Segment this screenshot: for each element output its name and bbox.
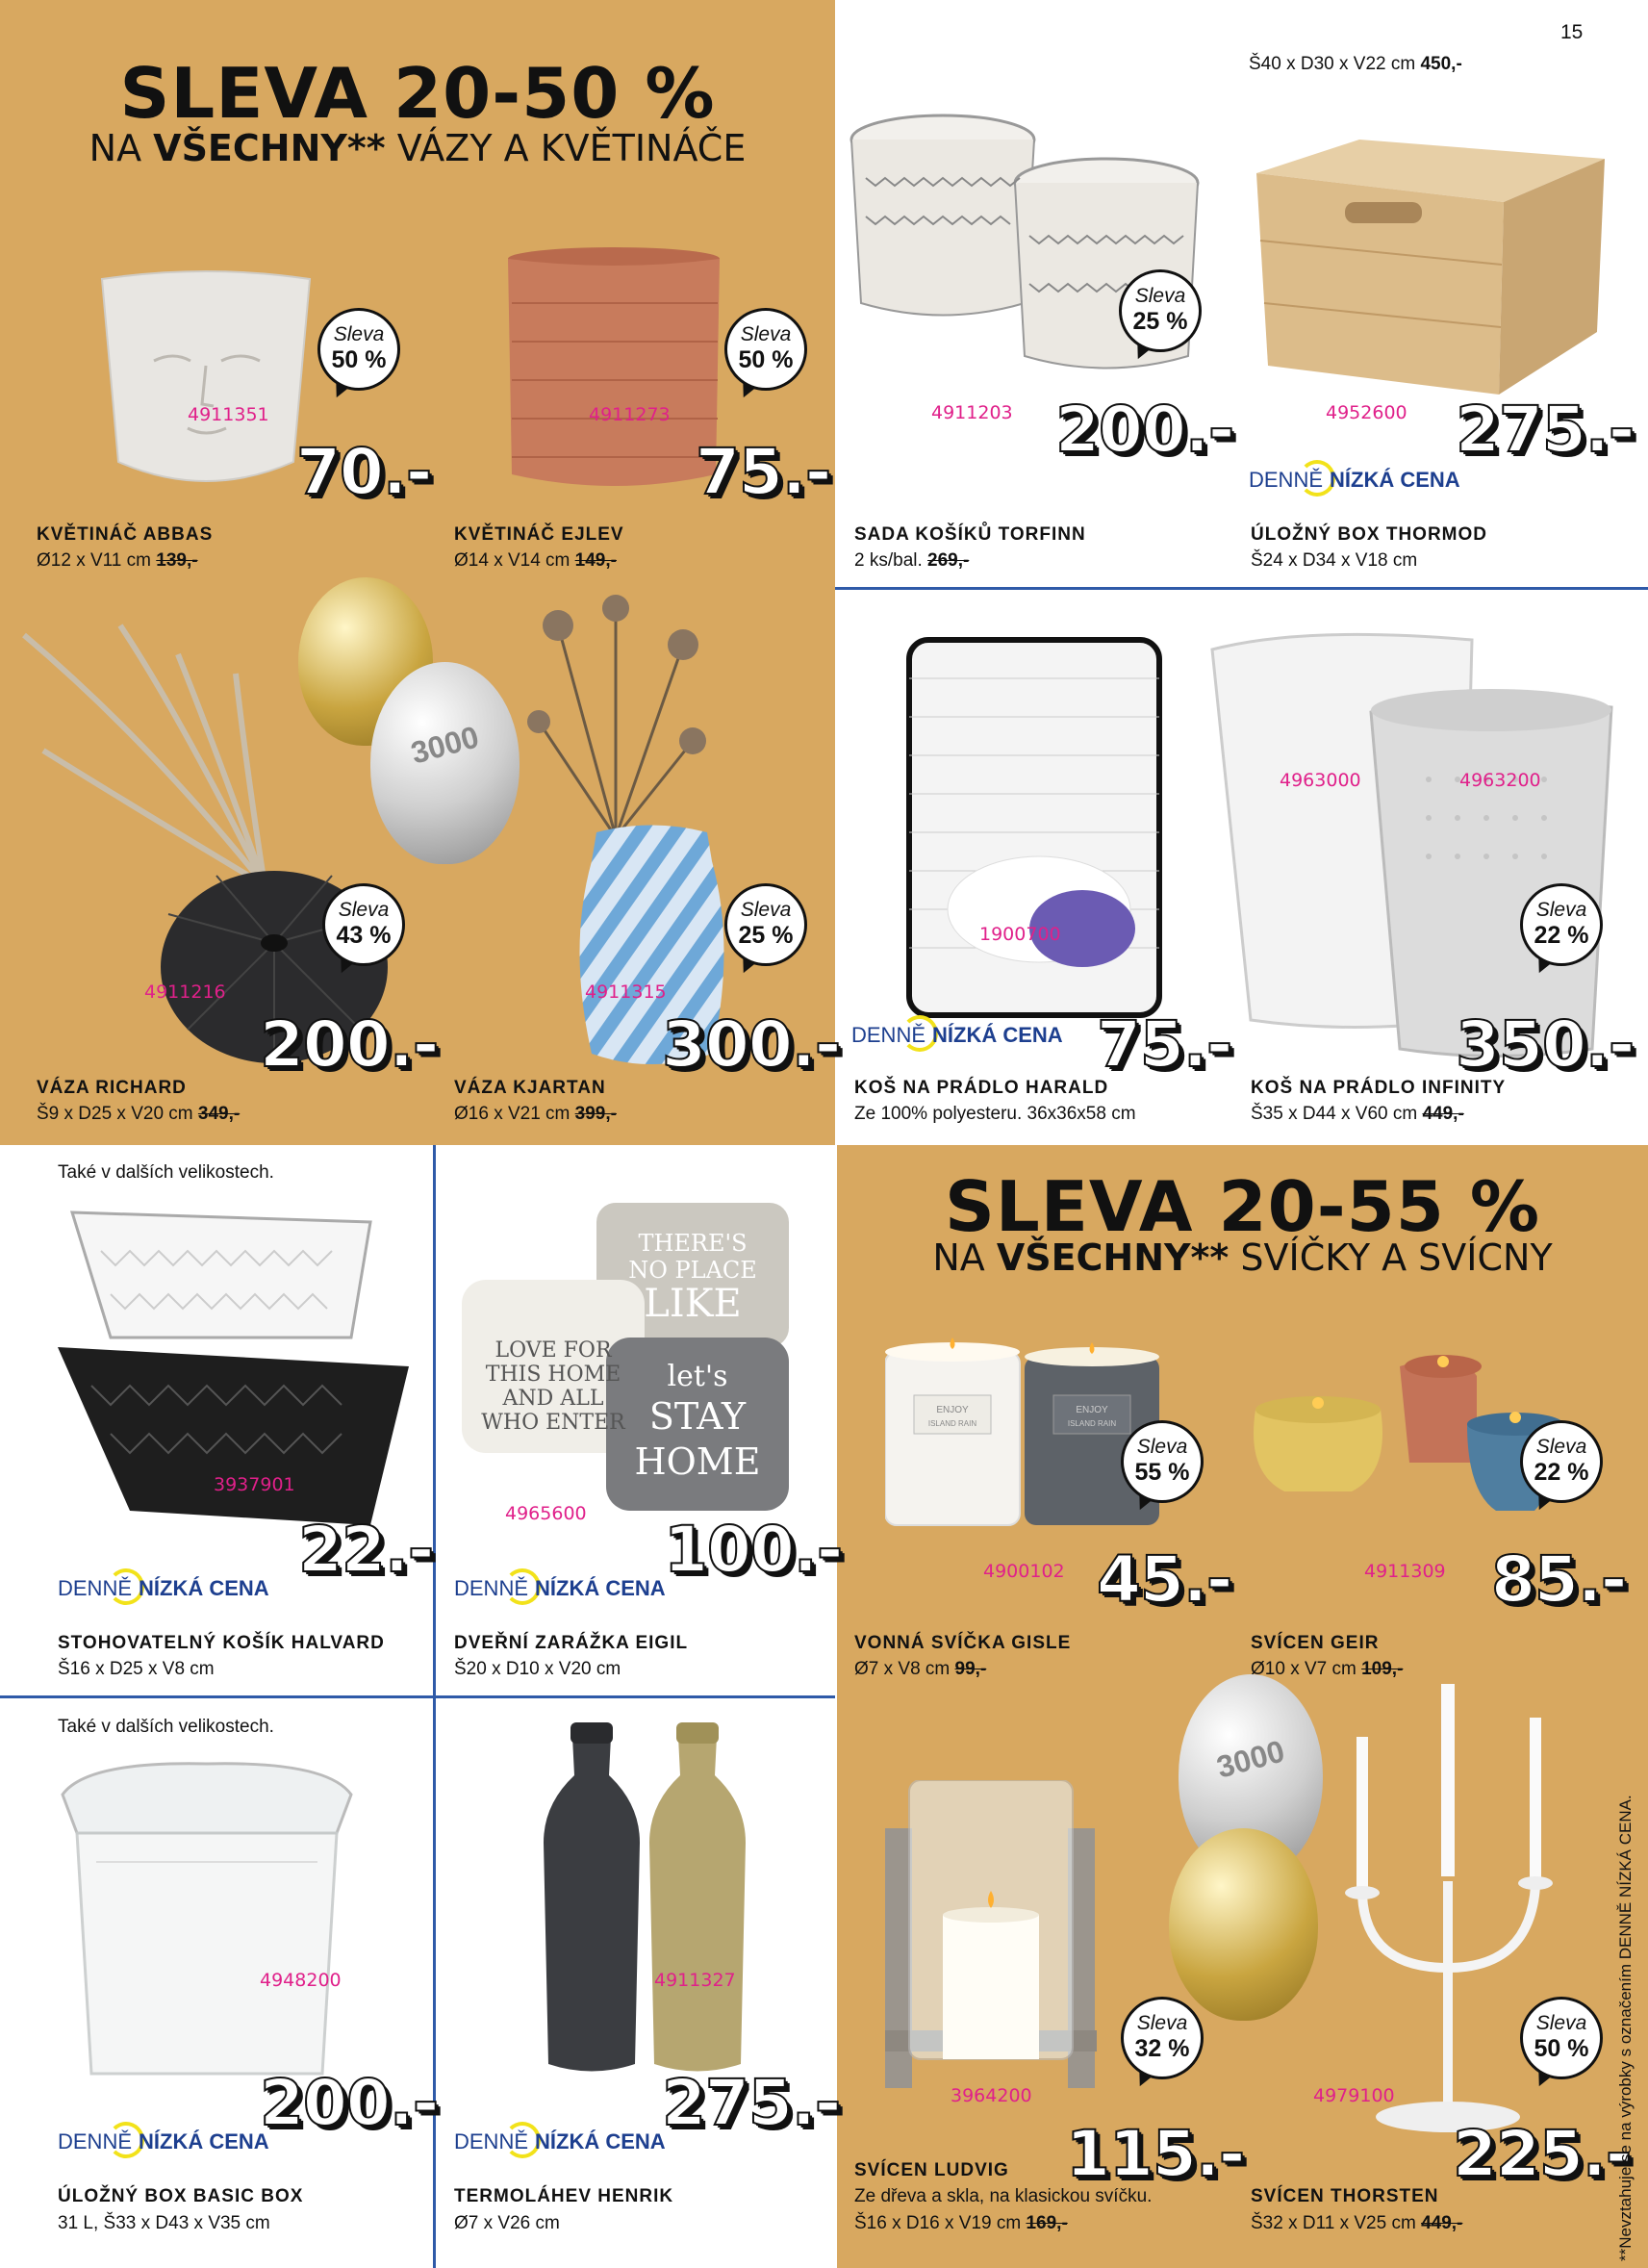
product-name: KOŠ NA PRÁDLO INFINITY <box>1251 1078 1507 1098</box>
storage-box-thormod-image <box>1249 135 1610 399</box>
product-desc: Š9 x D25 x V20 cm 349,- <box>37 1104 241 1124</box>
price: 75.- <box>696 435 831 509</box>
product-desc: Ø14 x V14 cm 149,- <box>454 550 617 571</box>
svg-text:ISLAND RAIN: ISLAND RAIN <box>927 1419 977 1428</box>
product-name: VÁZA KJARTAN <box>454 1078 606 1098</box>
top-size-note: Š40 x D30 x V22 cm 450,- <box>1249 54 1462 74</box>
daily-low-price-logo: DENNĚ NÍZKÁ CENA <box>851 1015 1034 1054</box>
storage-box-basic-image <box>58 1756 356 2083</box>
svg-text:ENJOY: ENJOY <box>1076 1405 1108 1415</box>
product-desc: Ze dřeva a skla, na klasickou svíčku. <box>854 2186 1153 2206</box>
product-desc: Ø16 x V21 cm 399,- <box>454 1104 617 1124</box>
promo-vases-subtitle: NA VŠECHNY** VÁZY A KVĚTINÁČE <box>89 127 747 169</box>
product-code: 4965600 <box>505 1503 587 1524</box>
svg-text:NO PLACE: NO PLACE <box>628 1257 757 1284</box>
discount-badge: Sleva 22 % <box>1520 883 1603 976</box>
silver-balloon: 3000 <box>1179 1674 1323 1876</box>
price: 200.- <box>260 2066 439 2140</box>
product-desc: Ø7 x V26 cm <box>454 2213 560 2233</box>
product-code: 4911351 <box>188 404 269 425</box>
discount-badge: Sleva 43 % <box>322 883 405 976</box>
product-code: 4911203 <box>931 402 1013 423</box>
page-number: 15 <box>1560 21 1584 43</box>
price: 200.- <box>260 1007 439 1082</box>
product-desc: Š32 x D11 x V25 cm 449,- <box>1251 2213 1463 2233</box>
divider <box>835 587 1648 590</box>
price: 70.- <box>296 435 432 509</box>
discount-badge: Sleva 22 % <box>1520 1420 1603 1513</box>
price: 45.- <box>1097 1542 1232 1617</box>
product-name: KOŠ NA PRÁDLO HARALD <box>854 1078 1109 1098</box>
product-name: ÚLOŽNÝ BOX BASIC BOX <box>58 2186 304 2206</box>
divider <box>438 1695 835 1698</box>
price: 300.- <box>662 1007 841 1082</box>
svg-text:WHO ENTER: WHO ENTER <box>481 1411 625 1435</box>
svg-text:LOVE FOR: LOVE FOR <box>494 1338 612 1363</box>
product-code: 4952600 <box>1326 402 1407 423</box>
product-desc: 2 ks/bal. 269,- <box>854 550 970 571</box>
price: 75.- <box>1097 1007 1232 1082</box>
candle-holder-geir-image <box>1246 1347 1563 1525</box>
product-desc: Š16 x D25 x V8 cm <box>58 1659 215 1679</box>
svg-text:LIKE: LIKE <box>644 1282 742 1326</box>
flowerpot-abbas-image <box>96 269 316 491</box>
product-desc: Ze 100% polyesteru. 36x36x58 cm <box>854 1104 1136 1124</box>
product-desc: 31 L, Š33 x D43 x V35 cm <box>58 2213 270 2233</box>
price: 275.- <box>662 2066 841 2140</box>
product-name: VONNÁ SVÍČKA GISLE <box>854 1633 1072 1653</box>
product-desc: Š35 x D44 x V60 cm 449,- <box>1251 1104 1464 1124</box>
product-name: KVĚTINÁČ ABBAS <box>37 524 214 545</box>
laundry-basket-harald-image <box>895 621 1174 1025</box>
product-name: SVÍCEN GEIR <box>1251 1633 1380 1653</box>
product-code: 4963200 <box>1459 770 1541 791</box>
svg-text:STAY: STAY <box>648 1395 747 1438</box>
product-code: 4963000 <box>1280 770 1361 791</box>
svg-text:ISLAND RAIN: ISLAND RAIN <box>1067 1419 1117 1428</box>
discount-badge: Sleva 50 % <box>1520 1997 1603 2089</box>
product-code: 1900700 <box>979 924 1061 945</box>
daily-low-price-logo: DENNĚ NÍZKÁ CENA <box>58 1568 241 1607</box>
gold-balloon <box>1169 1828 1318 2021</box>
discount-badge: Sleva 50 % <box>724 308 807 400</box>
daily-low-price-logo: DENNĚ NÍZKÁ CENA <box>58 2122 241 2160</box>
price: 85.- <box>1491 1542 1627 1617</box>
discount-badge: Sleva 32 % <box>1121 1997 1204 2089</box>
product-code: 4900102 <box>983 1561 1065 1582</box>
daily-low-price-logo: DENNĚ NÍZKÁ CENA <box>454 1568 637 1607</box>
product-name: ÚLOŽNÝ BOX THORMOD <box>1251 524 1487 545</box>
product-code: 4979100 <box>1313 2085 1395 2106</box>
price: 225.- <box>1453 2117 1632 2191</box>
product-desc: Ø10 x V7 cm 109,- <box>1251 1659 1404 1679</box>
product-name: KVĚTINÁČ EJLEV <box>454 524 624 545</box>
product-name: SVÍCEN LUDVIG <box>854 2160 1009 2180</box>
svg-text:HOME: HOME <box>634 1440 761 1483</box>
svg-text:THIS HOME: THIS HOME <box>485 1363 621 1387</box>
also-sizes-note: Také v dalších velikostech. <box>58 1717 274 1737</box>
price: 115.- <box>1066 2117 1245 2191</box>
product-code: 4911315 <box>585 981 667 1003</box>
discount-badge: Sleva 50 % <box>317 308 400 400</box>
promo-candles-subtitle: NA VŠECHNY** SVÍČKY A SVÍCNY <box>932 1236 1553 1279</box>
discount-badge: Sleva 55 % <box>1121 1420 1204 1513</box>
price: 200.- <box>1055 393 1234 467</box>
svg-text:AND ALL: AND ALL <box>502 1387 604 1411</box>
product-desc: Ø12 x V11 cm 139,- <box>37 550 198 571</box>
promo-vases-title: SLEVA 20-50 % <box>119 53 716 134</box>
laundry-basket-infinity-image <box>1207 625 1631 1058</box>
price: 275.- <box>1456 393 1635 467</box>
product-code: 4911273 <box>589 404 671 425</box>
product-name: DVEŘNÍ ZARÁŽKA EIGIL <box>454 1633 689 1653</box>
product-name: STOHOVATELNÝ KOŠÍK HALVARD <box>58 1633 385 1653</box>
also-sizes-note: Také v dalších velikostech. <box>58 1162 274 1183</box>
candle-holder-ludvig-image <box>875 1780 1126 2098</box>
price: 350.- <box>1456 1007 1635 1082</box>
silver-balloon: 3000 <box>370 662 520 864</box>
daily-low-price-logo: DENNĚ NÍZKÁ CENA <box>1249 460 1432 498</box>
product-desc-size: Š16 x D16 x V19 cm 169,- <box>854 2213 1068 2233</box>
daily-low-price-logo: DENNĚ NÍZKÁ CENA <box>454 2122 637 2160</box>
discount-badge: Sleva 25 % <box>1119 269 1202 362</box>
door-stop-eigil-image <box>452 1193 808 1511</box>
product-code: 4911309 <box>1364 1561 1446 1582</box>
product-code: 4911216 <box>144 981 226 1003</box>
svg-text:let's: let's <box>667 1360 728 1393</box>
product-code: 3964200 <box>951 2085 1032 2106</box>
promo-candles-title: SLEVA 20-55 % <box>944 1166 1541 1247</box>
product-desc: Š24 x D34 x V18 cm <box>1251 550 1418 571</box>
price: 22.- <box>298 1513 434 1587</box>
product-code: 4948200 <box>260 1970 342 1991</box>
discount-badge: Sleva 25 % <box>724 883 807 976</box>
divider <box>0 1695 438 1698</box>
svg-text:ENJOY: ENJOY <box>936 1405 969 1415</box>
price: 100.- <box>664 1513 843 1587</box>
thermos-bottle-henrik-image <box>534 1718 755 2083</box>
product-name: TERMOLÁHEV HENRIK <box>454 2186 674 2206</box>
exclusion-footnote: **Nevztahuje se na výrobky s označením DENNĚ NÍZKÁ CENA. <box>1616 1795 1635 2261</box>
product-name: SVÍCEN THORSTEN <box>1251 2186 1439 2206</box>
dried-flowers-image <box>520 587 712 837</box>
svg-text:THERE'S: THERE'S <box>638 1230 748 1257</box>
product-name: VÁZA RICHARD <box>37 1078 187 1098</box>
product-code: 4911327 <box>654 1970 736 1991</box>
flowerpot-ejlev-image <box>498 245 729 491</box>
product-name: SADA KOŠÍKŮ TORFINN <box>854 524 1086 545</box>
product-code: 3937901 <box>214 1474 295 1495</box>
product-desc: Ø7 x V8 cm 99,- <box>854 1659 987 1679</box>
product-desc: Š20 x D10 x V20 cm <box>454 1659 621 1679</box>
